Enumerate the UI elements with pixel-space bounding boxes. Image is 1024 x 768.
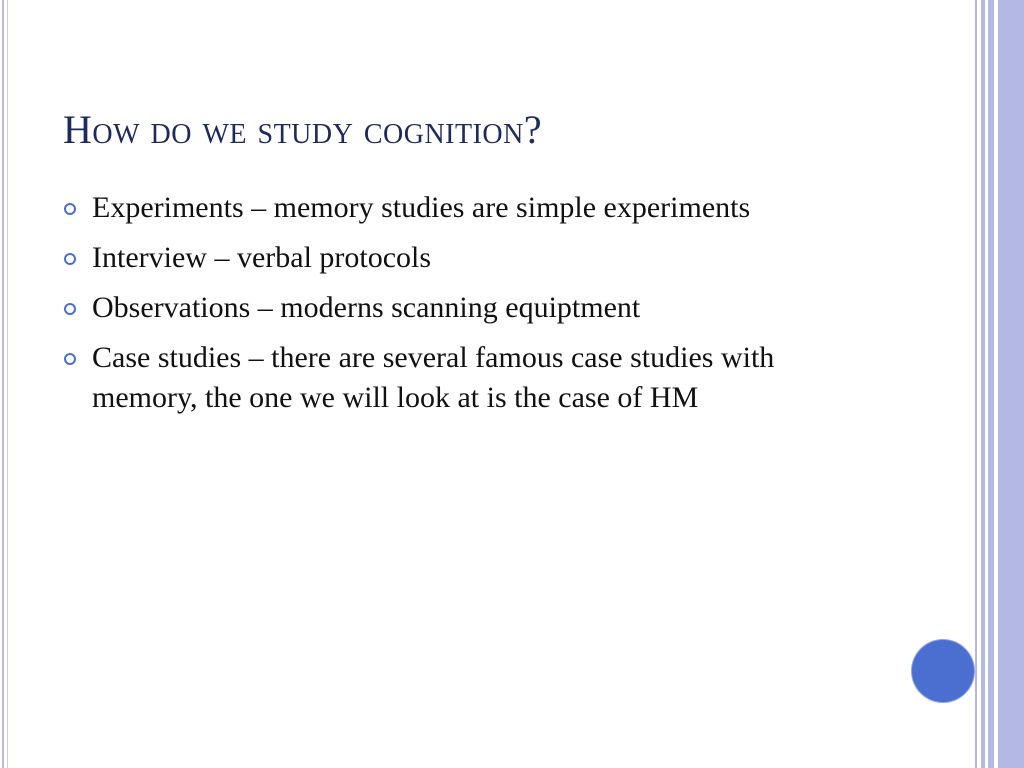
right-stripe bbox=[981, 0, 985, 768]
bullet-item bbox=[62, 238, 852, 278]
bullet-list bbox=[62, 188, 852, 428]
bullet-circle-icon bbox=[64, 253, 76, 265]
right-stripe-wide bbox=[998, 0, 1024, 768]
bullet-circle-icon bbox=[64, 303, 76, 315]
bullet-text: Observations – moderns scanning equiptment bbox=[92, 291, 641, 324]
bullet-item bbox=[62, 338, 852, 418]
bullet-item bbox=[62, 288, 852, 328]
bullet-text: Case studies – there are several famous case studies with memory, the one we will look at is the case of HM bbox=[92, 341, 775, 414]
decorative-circle bbox=[912, 640, 974, 702]
slide-title: How do we study cognition? bbox=[63, 107, 543, 152]
bullet-item bbox=[62, 188, 852, 228]
bullet-text: Interview – verbal protocols bbox=[92, 241, 432, 274]
left-border-line-inner bbox=[7, 0, 8, 768]
bullet-circle-icon bbox=[64, 353, 76, 365]
right-stripe bbox=[975, 0, 977, 768]
left-border-line bbox=[2, 0, 4, 768]
right-stripe bbox=[988, 0, 994, 768]
bullet-text: Experiments – memory studies are simple experiments bbox=[92, 191, 751, 224]
bullet-circle-icon bbox=[64, 203, 76, 215]
